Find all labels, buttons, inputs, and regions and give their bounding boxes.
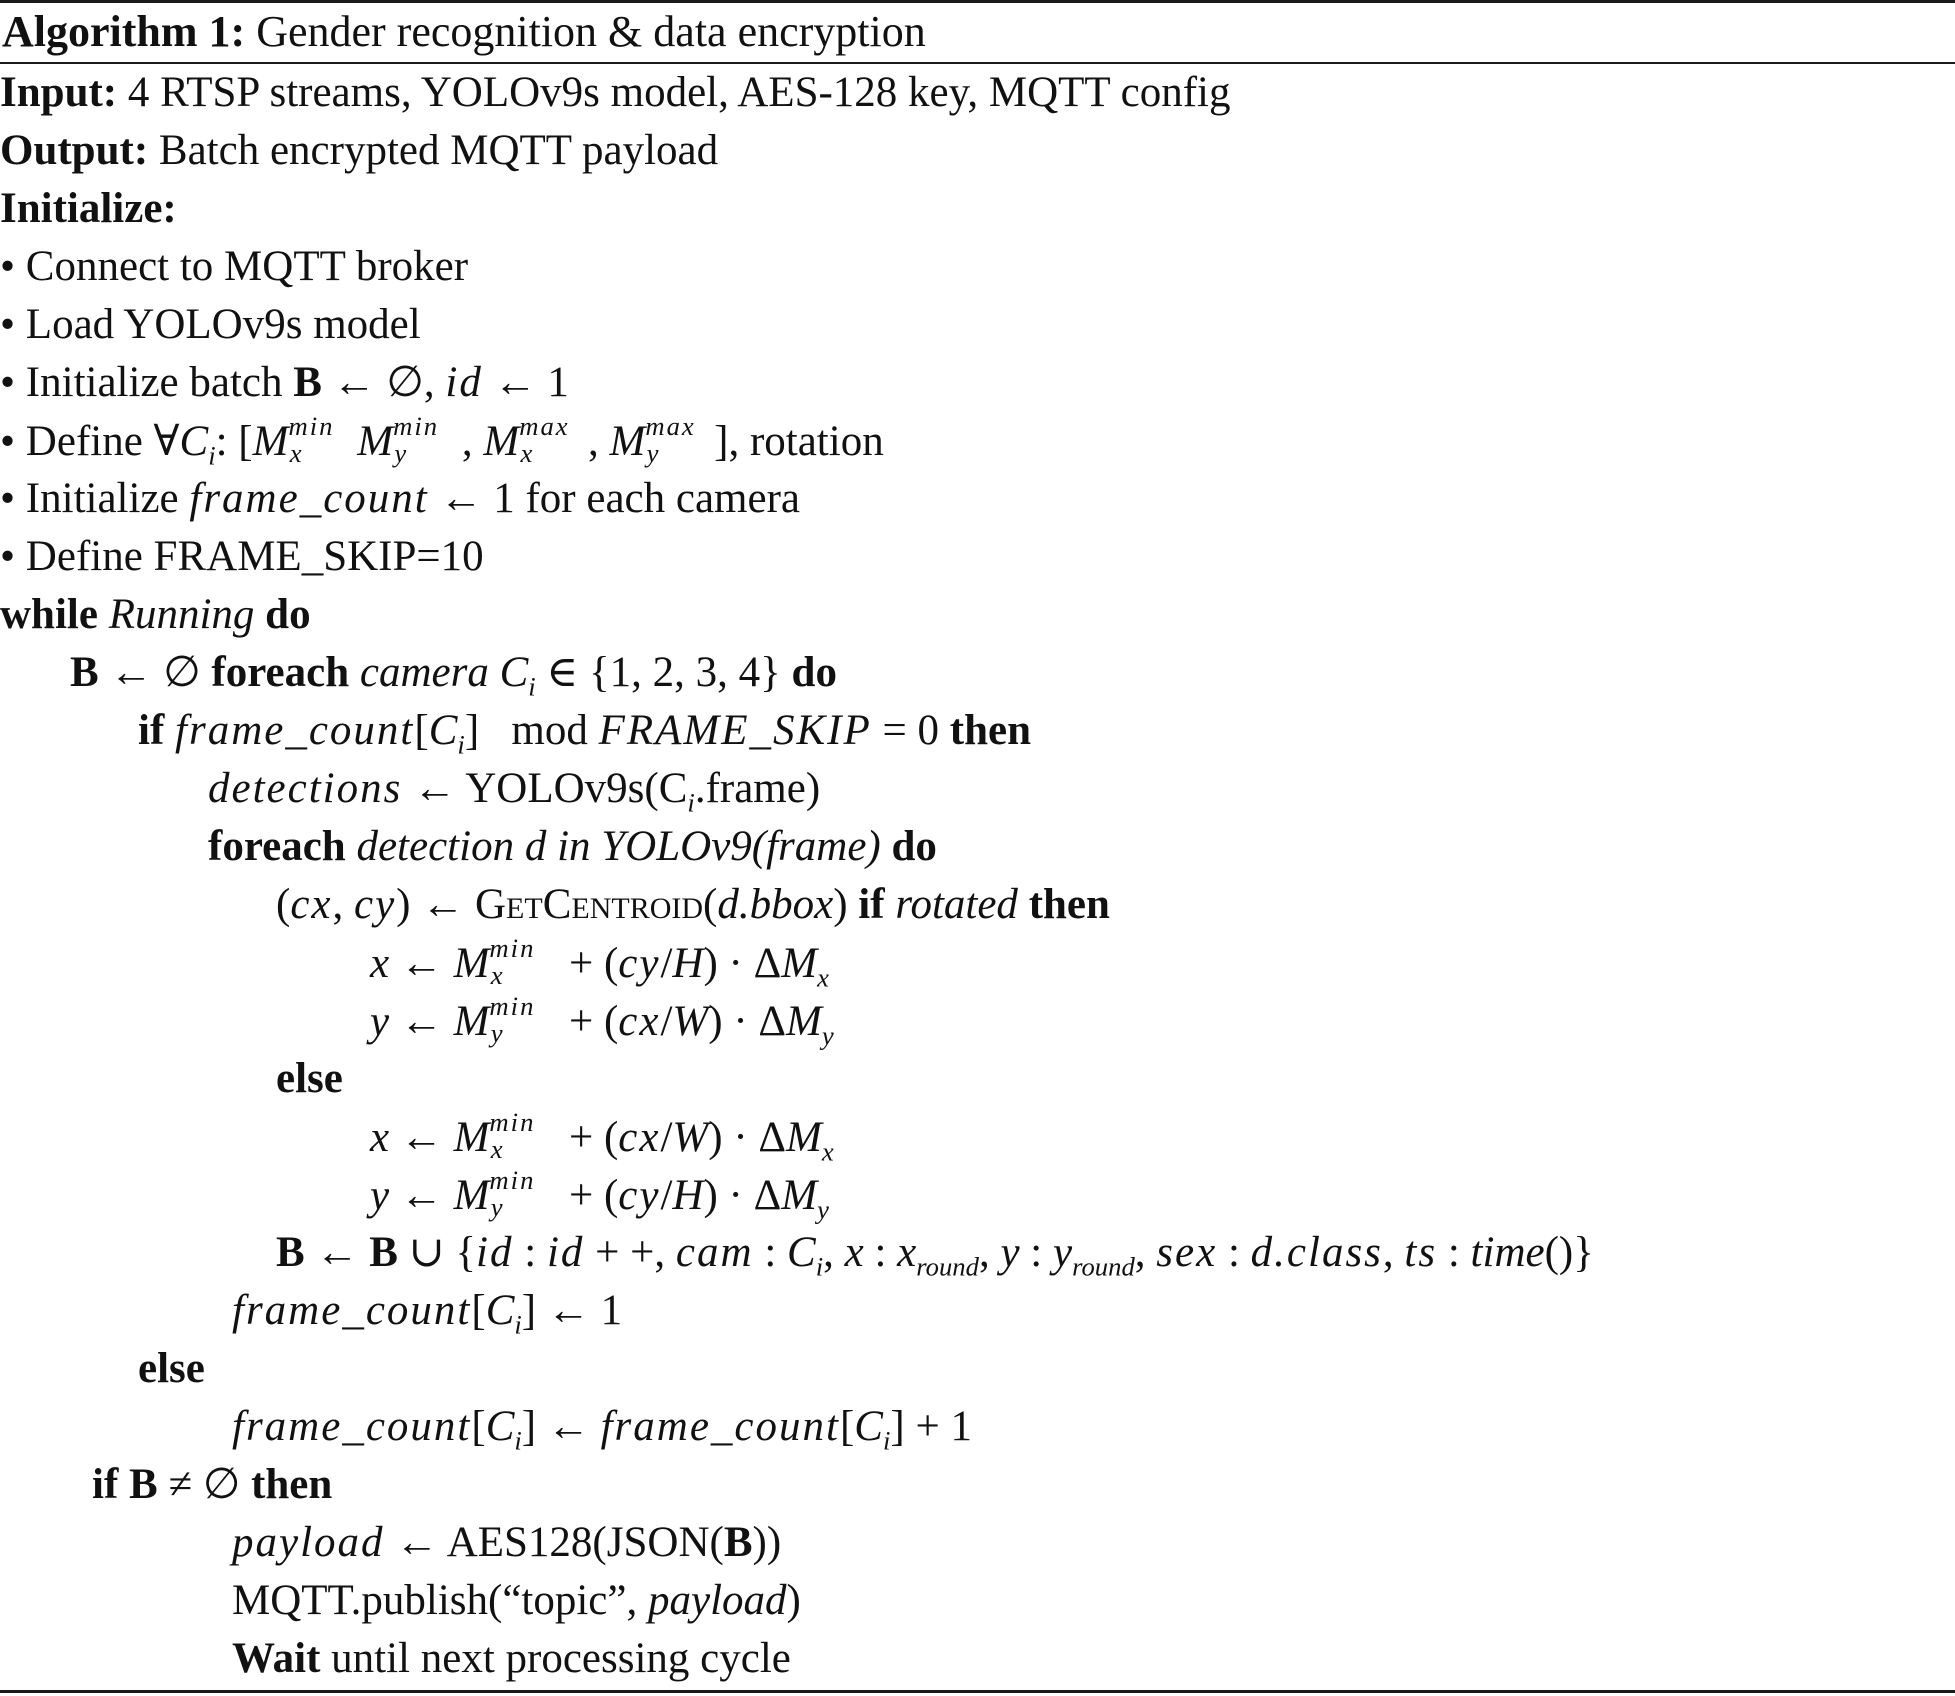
output-text: Batch encrypted MQTT payload: [158, 127, 719, 174]
wait-line: [232, 1630, 791, 1688]
kw-else: else: [276, 1055, 343, 1102]
initialize-label: Initialize:: [0, 185, 177, 232]
detection-loop: detection d in YOLOv9(frame): [356, 823, 881, 870]
algorithm-title: [2, 4, 926, 60]
rotated-text: rotated: [895, 881, 1018, 928]
init-connect: • Connect to MQTT broker: [0, 243, 469, 290]
frame-skip-var: FRAME_SKIP: [598, 707, 872, 754]
frame-increment-line: $frame\_count[C_i]$ ← $frame\_count[C_i] + 1$: [232, 1403, 972, 1456]
kw-if-2: if: [858, 881, 885, 928]
foreach-camera-line: B ← ∅ foreach camera $C_i$ ∈ {1, 2, 3, 4} do: [70, 649, 837, 702]
kw-wait: Wait: [232, 1635, 321, 1682]
algorithm-label: Algorithm 1:: [2, 7, 246, 56]
if-frame-line: if $frame\_count[C_i]$ mod FRAME_SKIP = 0 then: [138, 707, 1031, 760]
top-rule: [0, 0, 1955, 3]
camera-set: {1, 2, 3, 4}: [589, 649, 781, 696]
kw-foreach: foreach: [211, 649, 350, 696]
init-bounds: • Define $\forall C_i$: [M min x M min y , M max x , M max y ], rotation: [0, 411, 884, 471]
batch-append-line: B ← B ∪ {id : id + +, cam : $C_i$, x : $x_{round}$, y : $y_{round}$, sex : d.class, ts : time()}: [276, 1229, 1594, 1282]
for-each-camera-text: for each camera: [525, 475, 800, 522]
kw-if: if: [138, 707, 165, 754]
centroid-line: (cx, cy) ← GetCentroid(d.bbox) if rotated then: [276, 881, 1110, 928]
kw-do: do: [265, 591, 311, 638]
bbox-text: d.bbox: [717, 881, 834, 928]
publish-line: MQTT.publish(“topic”, payload): [232, 1577, 801, 1624]
norm-y-line: y ← M min y + $(cy/H) \cdot \Delta M_y$: [370, 1165, 829, 1225]
initialize-line: [0, 180, 177, 238]
detections-line: detections ← $YOLOv9s(C_i.frame)$: [208, 765, 821, 818]
kw-if-3: if: [92, 1461, 119, 1508]
camera-text: camera C: [359, 649, 529, 696]
init-batch: • Initialize batch B ← ∅, id ← 1: [0, 359, 569, 406]
kw-else-2: else: [138, 1345, 205, 1392]
rotation-text: rotation: [749, 418, 884, 465]
foreach-detection-line: [208, 818, 937, 876]
norm-x-line: x ← M min x + $(cx/W) \cdot \Delta M_x$: [370, 1107, 834, 1167]
yolo-call: YOLOv9s(C: [465, 765, 688, 812]
payload-line: payload ← AES128(JSON(B)): [232, 1519, 782, 1566]
running-text: Running: [108, 591, 255, 638]
init-frame-skip: • Define FRAME_SKIP=10: [0, 533, 484, 580]
kw-then-3: then: [251, 1461, 333, 1508]
output-label: Output:: [0, 127, 149, 174]
rot-y-line: y ← M min y + $(cx/W) \cdot \Delta M_y$: [370, 991, 834, 1051]
eq-zero: = 0: [882, 707, 940, 754]
publish-call: MQTT.publish(“topic”,: [232, 1577, 638, 1624]
kw-while: while: [0, 591, 98, 638]
bottom-rule: [0, 1690, 1955, 1693]
kw-do-3: do: [891, 823, 937, 870]
payload-arg: payload: [647, 1577, 787, 1624]
while-line: [0, 586, 311, 644]
if-batch-line: if B ≠ ∅ then: [92, 1461, 333, 1508]
rot-x-line: x ← M min x + $(cy/H) \cdot \Delta M_x$: [370, 933, 829, 993]
init-load: • Load YOLOv9s model: [0, 301, 421, 348]
else-line-2: [138, 1340, 205, 1398]
kw-foreach-2: foreach: [208, 823, 346, 870]
else-line-1: [276, 1050, 343, 1108]
kw-do-2: do: [791, 649, 837, 696]
input-line: [0, 64, 1231, 122]
algorithm-name: Gender recognition & data encryption: [256, 7, 926, 56]
aes-call: AES128(JSON(: [446, 1519, 724, 1566]
frame-suffix: .frame): [694, 765, 821, 812]
kw-then: then: [949, 707, 1031, 754]
get-centroid: GetCentroid: [475, 881, 704, 928]
wait-text: until next processing cycle: [331, 1635, 791, 1682]
input-label: Input:: [0, 69, 118, 116]
frame-reset-line: $frame\_count[C_i]$ ← 1: [232, 1287, 623, 1340]
mod-text: mod: [511, 707, 588, 754]
input-text: 4 RTSP streams, YOLOv9s model, AES-128 key, MQTT config: [127, 69, 1231, 116]
kw-then-2: then: [1028, 881, 1110, 928]
init-frame-count: • Initialize frame_count ← 1 for each camera: [0, 475, 800, 522]
output-line: [0, 122, 718, 180]
